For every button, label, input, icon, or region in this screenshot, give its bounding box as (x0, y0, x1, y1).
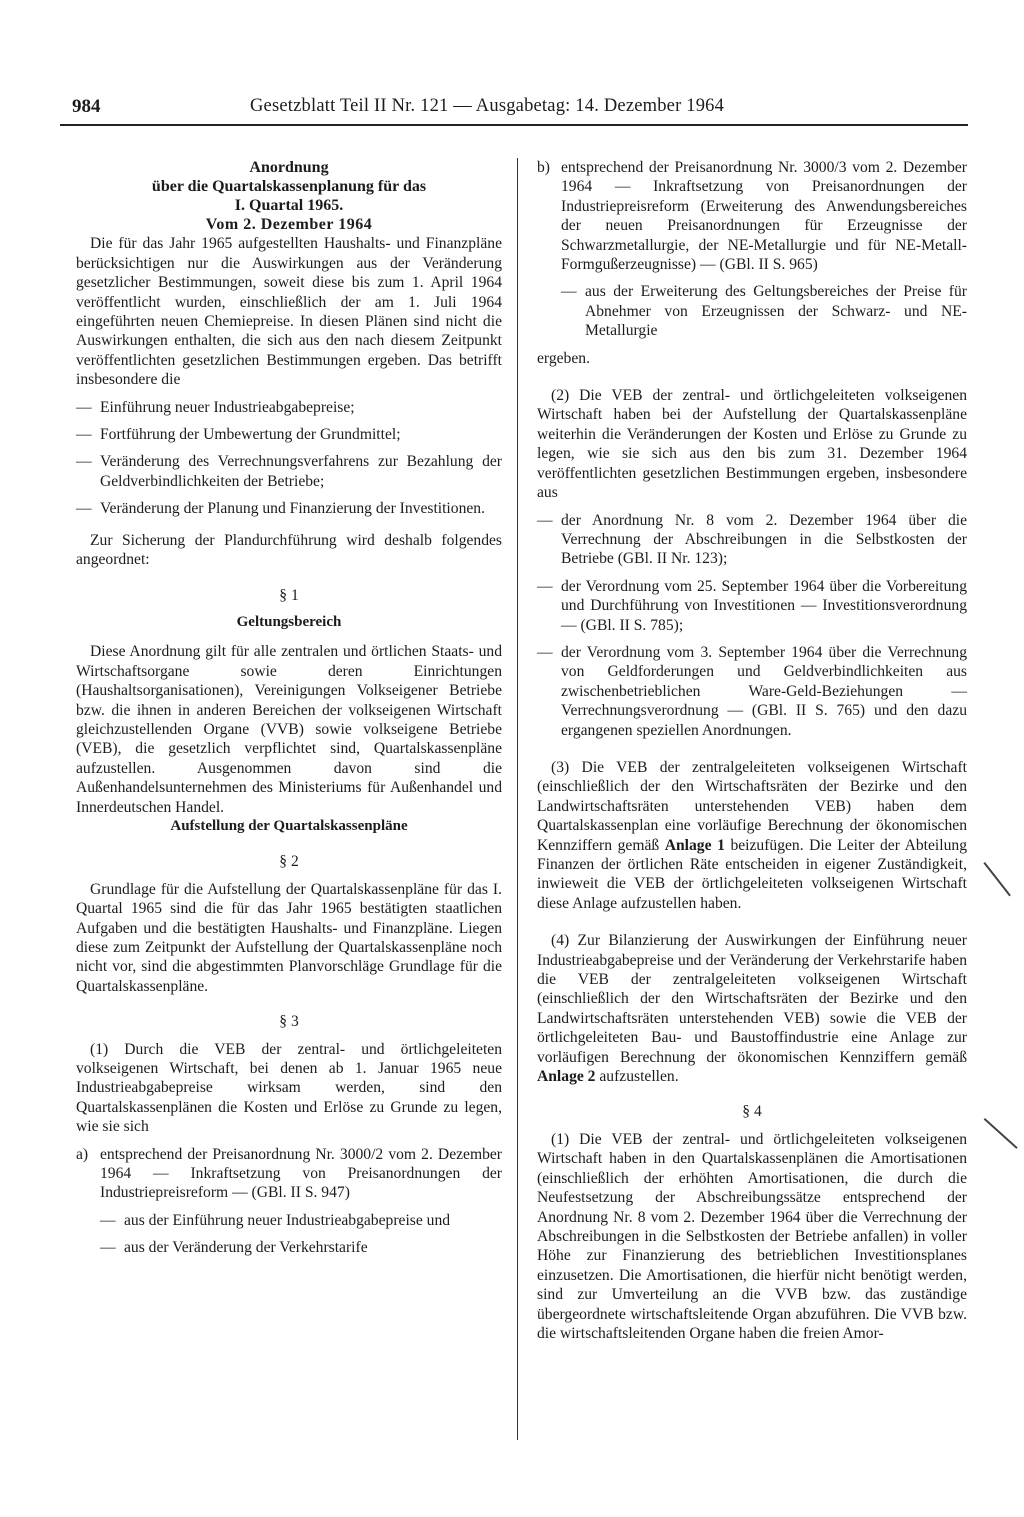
list-item-text: der Anordnung Nr. 8 vom 2. Dezember 1964 über die Verrechnung der Abschreibungen in die Selbstkosten der Betriebe (GBl. II Nr. 123); (561, 511, 967, 568)
paragraph-4-end: aufzustellen. (599, 1068, 679, 1086)
dash: — (100, 1211, 116, 1229)
paragraph-4-start: (4) Zur Bilanzierung der Auswirkungen der Einführung neuer Industrieabgabepreise und der Veränderung der Verkehrstarife haben die VEB der zentralgeleiteten volkseigenen Wirtschaft (einschließlich der den Wirtschaftsräten der Bezirke und den Landwirtschaftsräten unterstehenden VEB) sowie die VEB der örtlichgeleiteten Bau- und Baustoffindustrie eine Anlage zur vorläufigen Berechnung der ökonomischen Kennziffern gemäß (537, 932, 967, 1066)
list-item (76, 499, 502, 518)
page-header (60, 96, 968, 126)
list-item (100, 1211, 502, 1230)
left-column (76, 158, 502, 1258)
list-item (100, 1238, 502, 1257)
paragraph-3 (537, 758, 967, 913)
aufstellung-heading: Aufstellung der Quartalskassenpläne (170, 817, 408, 834)
item-b-text: entsprechend der Preisanordnung Nr. 3000/3 vom 2. Dezember 1964 — Inkraftsetzung von Preisanordnungen der Industriepreisreform (Erweiterung des Anwendungsbereiches der neuen Preisanordnungen für Erzeugnisse der Schwarzmetallurgie, der NE-Metallurgie und für NE-Metall-Formgußerzeugnisse) — (GBl. II S. 965) (561, 159, 967, 274)
anlage-2-ref: Anlage 2 (537, 1068, 596, 1086)
lettered-item-a (76, 1145, 502, 1203)
list-item-text: Veränderung des Verrechnungsverfahrens zur Bezahlung der Geldverbindlichkeiten der Betriebe; (100, 453, 502, 490)
section-4-sign: § 4 (742, 1103, 762, 1121)
dash: — (537, 511, 553, 529)
paragraph-4 (537, 931, 967, 1086)
paragraph-2: (2) Die VEB der zentral- und örtlichgeleiteten volkseigenen Wirtschaft haben bei der Aufstellung der Quartalskassenpläne weiterhin die Veränderungen der Kosten und Erlöse zu Grunde zu legen, wie sie sich aus den bis zum 31. Dezember 1964 veröffentlichten gesetzlichen Bestimmungen ergeben, insbesondere aus (537, 387, 967, 502)
dash: — (100, 1239, 116, 1257)
column-divider (517, 158, 518, 1440)
section-3-sign: § 3 (279, 1013, 299, 1031)
dash: — (76, 500, 92, 518)
anlage-1-ref: Anlage 1 (664, 836, 725, 854)
item-a-text: entsprechend der Preisanordnung Nr. 3000/2 vom 2. Dezember 1964 — Inkraftsetzung von Preisanordnungen der Industriepreisreform — (GBl. II S. 947) (100, 1145, 502, 1202)
section-4-text: (1) Die VEB der zentral- und örtlichgeleiteten volkseigenen Wirtschaft haben in den Quartalskassenplänen die Amortisationen (einschließlich der erhöhten Amortisationen, die durch die Neufestsetzung der Abschreibungssätze entsprechend der Anordnung Nr. 8 vom 2. Dezember 1964 über die Verrechnung der Abschreibungen in die Selbstkosten der Betriebe anfallen) in voller Höhe zur Finanzierung des betrieblichen Investitionsplanes einzusetzen. Die Amortisationen, die hierfür nicht benötigt werden, sind zur Umverteilung an die VVB bzw. das zuständige übergeordnete wirtschaftsleitende Organ abzuführen. Die VVB bzw. die wirtschaftsleitenden Organe haben die freien Amor- (537, 1130, 967, 1342)
margin-mark (984, 862, 1011, 896)
lettered-item-b (537, 158, 967, 274)
dash: — (76, 426, 92, 444)
item-letter: a) (76, 1145, 89, 1163)
list-item-text: Einführung neuer Industrieabgabepreise; (100, 398, 355, 416)
item-letter: b) (537, 159, 550, 176)
dash: — (537, 643, 553, 661)
intro-paragraph: Die für das Jahr 1965 aufgestellten Haushalts- und Finanzpläne berücksichtigen nur die Auswirkungen aus der Veränderung gesetzlicher Bestimmungen, soweit diese bis zum 1. April 1964 veröffentlicht wurden, einschließlich der am 1. Juli 1964 eingeführten neuen Chemiepreise. In diesen Plänen sind nicht die Auswirkungen enthalten, die sich aus den nach diesem Zeitpunkt veröffentlichten gesetzlichen Bestimmungen ergeben. Das betrifft insbesondere die (76, 235, 502, 389)
list-item-text: der Verordnung vom 25. September 1964 über die Vorbereitung und Durchführung von Investitionen — Investitionsverordnung — (GBl. II S. 785); (561, 577, 967, 634)
list-item-text: der Verordnung vom 3. September 1964 über die Verrechnung von Geldforderungen und Geldverbindlichkeiten aus zwischenbetrieblichen Ware-Geld-Beziehungen — Verrechnungsverordnung — (GBl. II S. 765) und den dazu ergangenen speziellen Anordnungen. (561, 643, 967, 739)
section-2-text: Grundlage für die Aufstellung der Quartalskassenpläne für das I. Quartal 1965 sind die für das Jahr 1965 bestätigten staatlichen Aufgaben und die bestätigten Haushalts- und Finanzpläne. Liegen diese zum Zeitpunkt der Aufstellung der Quartalskassenpläne noch nicht vor, sind die abgestimmten Planvorschläge Grundlage für die Quartalskassenpläne. (76, 880, 502, 995)
list-item-text: aus der Veränderung der Verkehrstarife (124, 1239, 368, 1257)
running-head: Gesetzblatt Teil II Nr. 121 — Ausgabetag: 14. Dezember 1964 (250, 96, 725, 116)
dash: — (76, 398, 92, 416)
doc-title-line-1: Anordnung (249, 159, 329, 176)
list-item-text: Veränderung der Planung und Finanzierung der Investitionen. (100, 500, 485, 518)
section-1-heading: Geltungsbereich (236, 613, 342, 630)
header-rule (60, 124, 968, 126)
list-item-text: aus der Einführung neuer Industrieabgabepreise und (124, 1211, 451, 1229)
dash: — (537, 577, 553, 595)
list-item (537, 511, 967, 569)
section-3-para-1: (1) Durch die VEB der zentral- und örtlichgeleiteten volkseigenen Wirtschaft, bei denen ab 1. Januar 1965 neue Industrieabgabepreise wirksam werden, sind den Quartalskassenplänen die Kosten und Erlöse zu Grunde zu legen, wie sie sich (76, 1040, 502, 1136)
list-item (76, 452, 502, 491)
doc-date: Vom 2. Dezember 1964 (205, 216, 373, 233)
list-item-text: aus der Erweiterung des Geltungsbereiches der Preise für Abnehmer von Erzeugnissen der Schwarz- und NE-Metallurgie (585, 283, 967, 340)
ergeben-text: ergeben. (537, 349, 590, 367)
sicherung-paragraph: Zur Sicherung der Plandurchführung wird deshalb folgendes angeordnet: (76, 531, 502, 569)
dash: — (561, 283, 577, 301)
page-number: 984 (72, 96, 101, 117)
list-item (561, 282, 967, 340)
list-item (537, 577, 967, 635)
doc-title-line-2: über die Quartalskassenplanung für das (151, 178, 427, 195)
section-1-text: Diese Anordnung gilt für alle zentralen und örtlichen Staats- und Wirtschaftsorgane sowie deren Einrichtungen (Haushaltsorganisationen), Vereinigungen Volkseigener Betriebe bzw. die ihnen in anderen Bereichen der volkseigenen Wirtschaft gleichzustellenden Organe (VVB) sowie volkseigene Betriebe (VEB), die gesetzlich verpflichtet sind, Quartalskassenpläne aufzustellen. Ausgenommen davon sind die Außenhandelsunternehmen des Ministeriums für Außenhandel und Innerdeutschen Handel. (76, 643, 502, 816)
margin-mark (984, 1118, 1018, 1149)
list-item (537, 643, 967, 740)
section-2-sign: § 2 (279, 853, 299, 871)
list-item-text: Fortführung der Umbewertung der Grundmittel; (100, 426, 401, 444)
paragraph-3-start: (3) Die VEB der zentralgeleiteten volkseigenen Wirtschaft (einschließlich der den Wirtschaftsräten der Bezirke und den Landwirtschaftsräten unterstehenden VEB) haben dem Quartalskassenplan eine vorläufige Berechnung der ökonomischen Kennziffern gemäß (537, 758, 967, 854)
paragraph-3-end: beizufügen. Die Leiter der Abteilung Finanzen der örtlichen Räte entscheiden in eigener Zuständigkeit, inwieweit die VEB der örtlichgeleiteten volkseigenen Wirtschaft diese Anlage aufzustellen haben. (537, 836, 967, 912)
right-column (537, 158, 967, 1343)
list-item (76, 425, 502, 444)
list-item (76, 398, 502, 417)
doc-title-line-3: I. Quartal 1965. (234, 197, 344, 214)
section-1-sign: § 1 (279, 586, 299, 604)
dash: — (76, 453, 92, 471)
